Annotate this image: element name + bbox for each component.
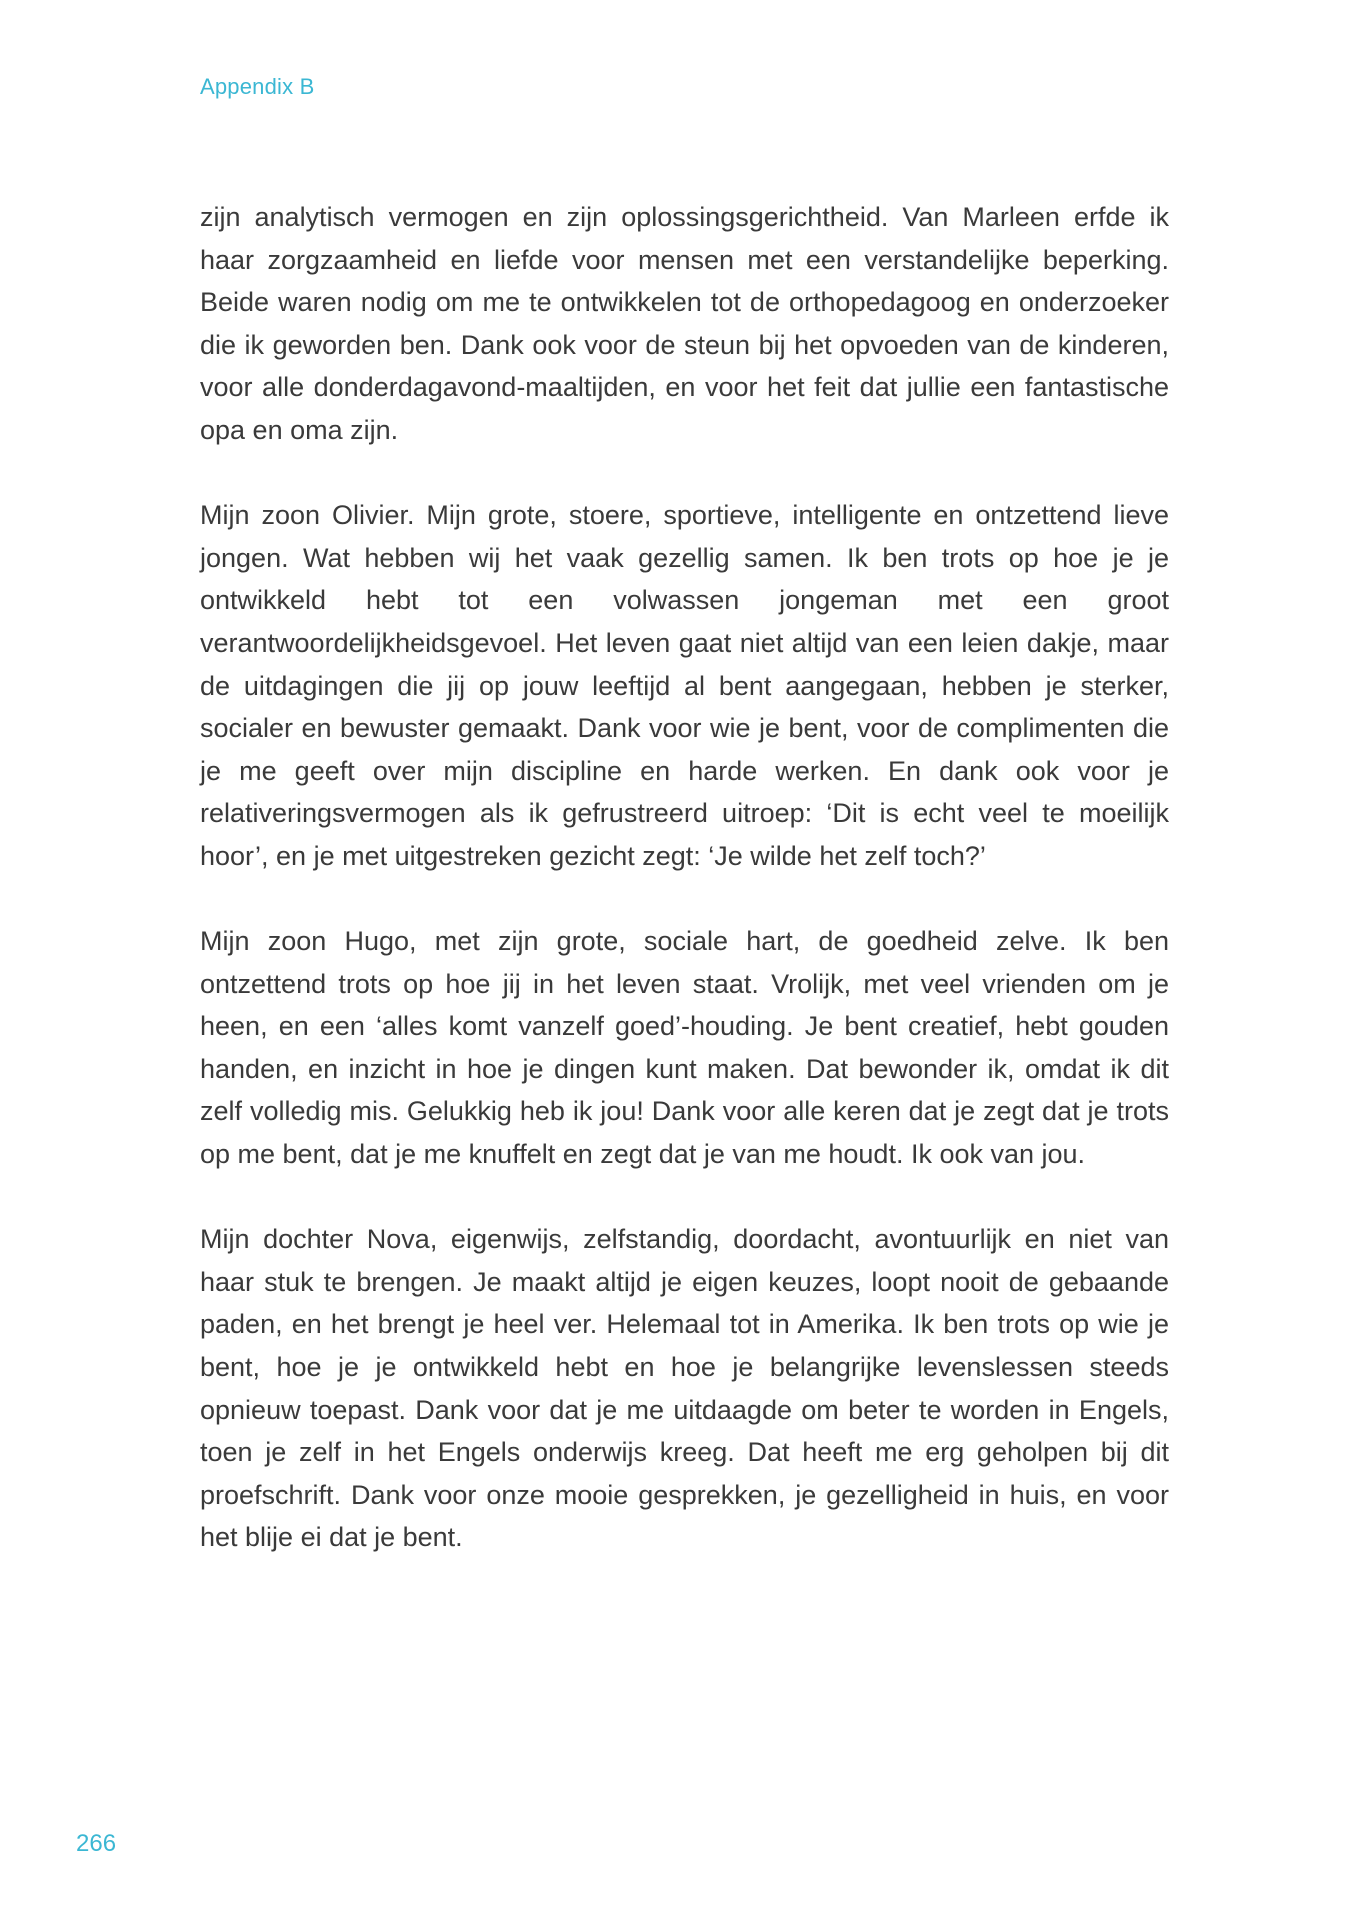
body-text — [200, 196, 1169, 1559]
page-number: 266 — [76, 1830, 117, 1857]
paragraph-parents: zijn analytisch vermogen en zijn oplossingsgerichtheid. Van Marleen erfde ik haar zorgzaamheid en liefde voor mensen met een verstandelijke beperking. Beide waren nodig om me te ontwikkelen tot de orthopedagoog en onderzoeker die ik geworden ben. Dank ook voor de steun bij het opvoeden van de kinderen, voor alle donderdagavond-maaltijden, en voor het feit dat jullie een fantastische opa en oma zijn. — [200, 202, 1169, 445]
paragraph-hugo: Mijn zoon Hugo, met zijn grote, sociale hart, de goedheid zelve. Ik ben ontzettend trots op hoe jij in het leven staat. Vrolijk, met veel vrienden om je heen, en een ‘alles komt vanzelf goed’-houding. Je bent creatief, hebt gouden handen, en inzicht in hoe je dingen kunt maken. Dat bewonder ik, omdat ik dit zelf volledig mis. Gelukkig heb ik jou! Dank voor alle keren dat je zegt dat je trots op me bent, dat je me knuffelt en zegt dat je van me houdt. Ik ook van jou. — [200, 926, 1169, 1170]
paragraph-olivier: Mijn zoon Olivier. Mijn grote, stoere, sportieve, intelligente en ontzettend lieve jongen. Wat hebben wij het vaak gezellig samen. Ik ben trots op hoe je je ontwikkeld hebt tot een volwassen jongeman met een groot verantwoordelijkheidsgevoel. Het leven gaat niet altijd van een leien dakje, maar de uitdagingen die jij op jouw leeftijd al bent aangegaan, hebben je sterker, socialer en bewuster gemaakt. Dank voor wie je bent, voor de complimenten die je me geeft over mijn discipline en harde werken. En dank ook voor je relativeringsvermogen als ik gefrustreerd uitroep: ‘Dit is echt veel te moeilijk hoor’, en je met uitgestreken gezicht zegt: ‘Je wilde het zelf toch?’ — [200, 500, 1169, 871]
paragraph-nova: Mijn dochter Nova, eigenwijs, zelfstandig, doordacht, avontuurlijk en niet van haar stuk te brengen. Je maakt altijd je eigen keuzes, loopt nooit de gebaande paden, en het brengt je heel ver. Helemaal tot in Amerika. Ik ben trots op wie je bent, hoe je je ontwikkeld hebt en hoe je belangrijke levenslessen steeds opnieuw toepast. Dank voor dat je me uitdaagde om beter te worden in Engels, toen je zelf in het Engels onderwijs kreeg. Dat heeft me erg geholpen bij dit proefschrift. Dank voor onze mooie gesprekken, je gezelligheid in huis, en voor het blije ei dat je bent. — [200, 1224, 1169, 1553]
running-header: Appendix B — [200, 74, 315, 99]
